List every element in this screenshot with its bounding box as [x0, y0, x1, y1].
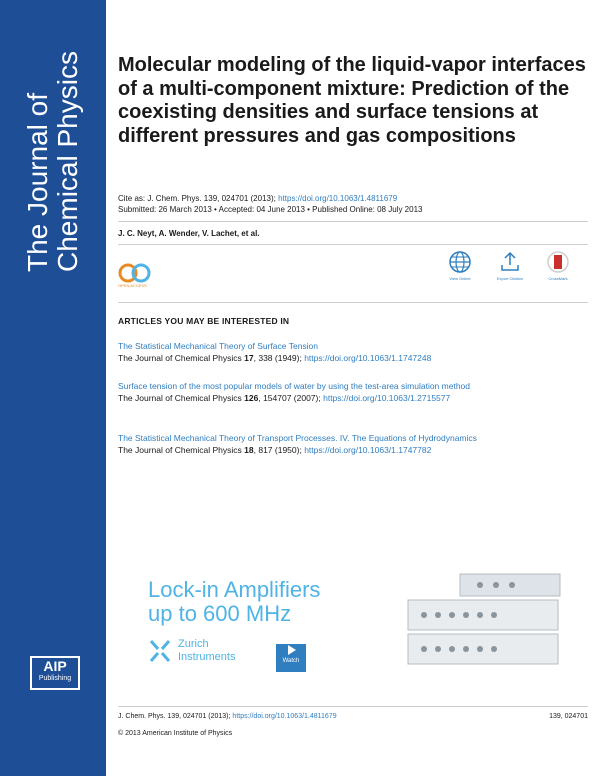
- related-article-doi[interactable]: https://doi.org/10.1063/1.1747782: [304, 445, 432, 455]
- crossmark-icon: [546, 250, 570, 274]
- zurich-instruments-icon: [148, 638, 172, 664]
- ad-headline: Lock-in Amplifiers up to 600 MHz: [148, 577, 321, 626]
- related-article-source: The Journal of Chemical Physics 18, 817 (1950); https://doi.org/10.1063/1.1747782: [118, 445, 432, 455]
- article-title: Molecular modeling of the liquid-vapor interfaces of a multi-component mixture: Prediction of the coexisting densities and surface tensions at different pressures and gas compositions: [118, 54, 586, 147]
- aip-publishing-logo[interactable]: [30, 656, 80, 690]
- article-doi-link[interactable]: https://doi.org/10.1063/1.4811679: [278, 194, 398, 203]
- related-article: [118, 380, 588, 404]
- related-article: [118, 340, 588, 364]
- globe-icon: [448, 250, 472, 274]
- export-citation-button[interactable]: [490, 250, 530, 281]
- ad-watch-button[interactable]: Watch: [276, 644, 306, 672]
- related-articles-heading: ARTICLES YOU MAY BE INTERESTED IN: [118, 316, 290, 326]
- open-access-label: OPEN ACCESS: [118, 283, 147, 288]
- article-authors[interactable]: J. C. Neyt, A. Wender, V. Lachet, et al.: [118, 229, 260, 238]
- view-online-button[interactable]: [440, 250, 480, 281]
- citation-block: [118, 193, 422, 215]
- footer-page-number: 139, 024701: [549, 713, 588, 720]
- related-article-title[interactable]: The Statistical Mechanical Theory of Surface Tension: [118, 341, 319, 351]
- journal-sidebar: [0, 0, 106, 776]
- ad-brand: Zurich Instruments: [178, 638, 236, 663]
- export-icon: [498, 250, 522, 274]
- divider: [118, 302, 588, 303]
- instrument-illustration: [400, 570, 570, 670]
- copyright: © 2013 American Institute of Physics: [118, 730, 233, 737]
- related-article-source: The Journal of Chemical Physics 17, 338 (1949); https://doi.org/10.1063/1.1747248: [118, 353, 432, 363]
- divider: [118, 221, 588, 222]
- article-dates: Submitted: 26 March 2013 • Accepted: 04 June 2013 • Published Online: 08 July 2013: [118, 205, 423, 214]
- related-article-title[interactable]: Surface tension of the most popular models of water by using the test-area simulation method: [118, 381, 470, 391]
- aip-logo-sub: Publishing: [38, 675, 72, 682]
- related-article-title[interactable]: The Statistical Mechanical Theory of Transport Processes. IV. The Equations of Hydrodynamics: [118, 433, 477, 443]
- page-footer: [118, 713, 588, 720]
- advertisement[interactable]: [118, 562, 588, 682]
- related-article-doi[interactable]: https://doi.org/10.1063/1.1747248: [304, 353, 432, 363]
- divider: [118, 706, 588, 707]
- related-article-source: The Journal of Chemical Physics 126, 154707 (2007); https://doi.org/10.1063/1.2715577: [118, 393, 451, 403]
- footer-doi-link[interactable]: https://doi.org/10.1063/1.4811679: [232, 713, 337, 720]
- play-icon: [285, 644, 297, 656]
- cite-label: Cite as: J. Chem. Phys. 139, 024701 (2013);: [118, 194, 276, 203]
- journal-name: The Journal of Chemical Physics: [22, 51, 83, 272]
- tool-label: Export Citation: [496, 276, 524, 281]
- footer-cite: J. Chem. Phys. 139, 024701 (2013);: [118, 713, 231, 720]
- tool-label: View Online: [449, 276, 471, 281]
- related-article: [118, 432, 588, 456]
- crossmark-button[interactable]: [538, 250, 578, 281]
- divider: [118, 244, 588, 245]
- tool-label: CrossMark: [548, 276, 568, 281]
- related-article-doi[interactable]: https://doi.org/10.1063/1.2715577: [323, 393, 451, 403]
- aip-logo-text: AIP: [43, 658, 67, 674]
